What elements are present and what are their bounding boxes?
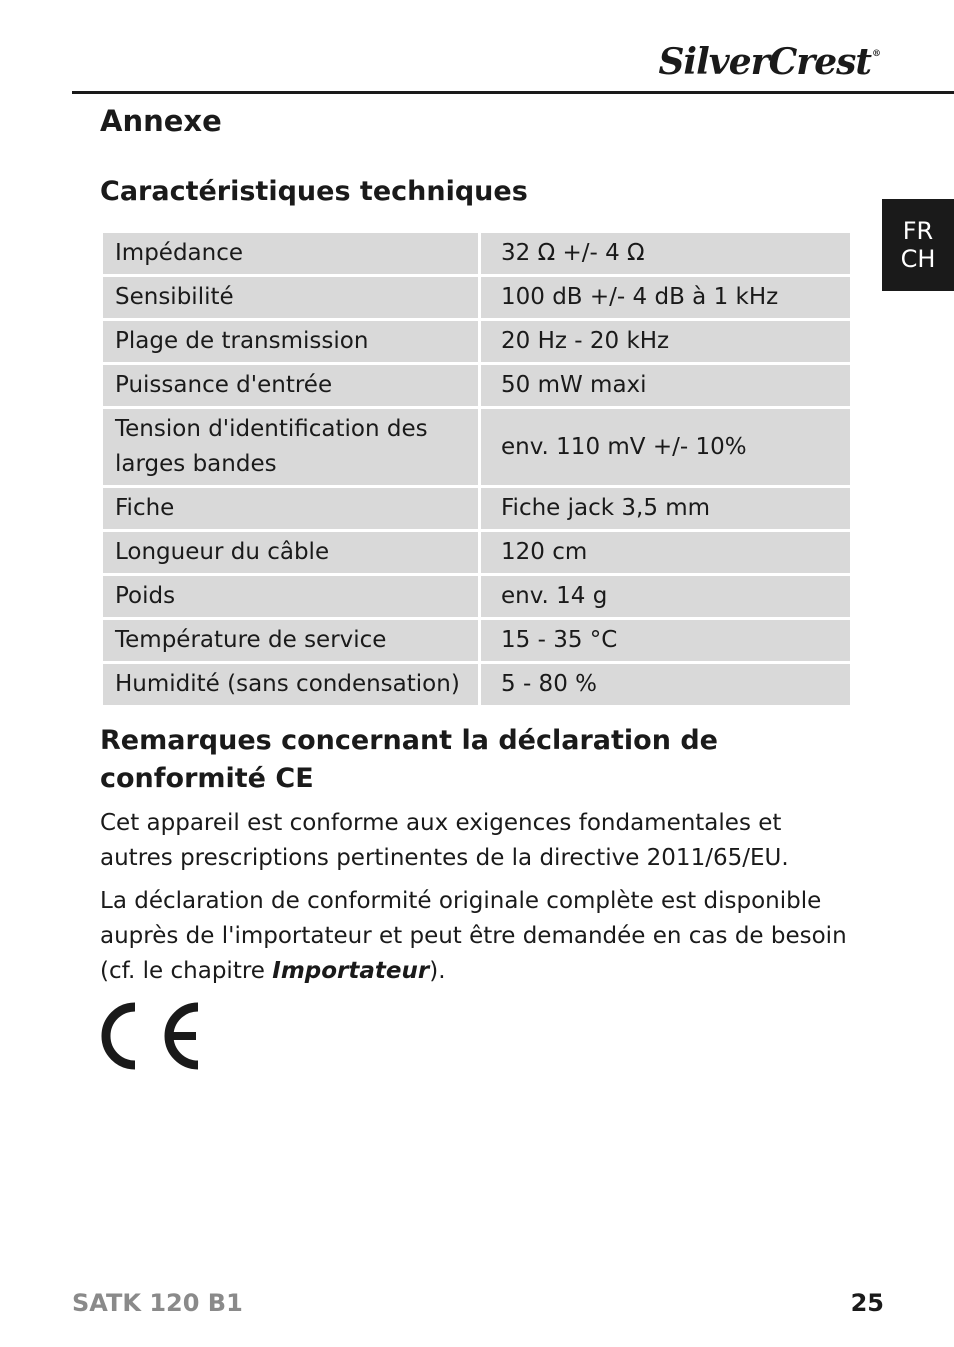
importer-chapter-ref: Importateur	[272, 958, 430, 984]
spec-value: 50 mW maxi	[480, 364, 852, 408]
table-row	[102, 575, 852, 619]
ce-paragraph-2-text: La déclaration de conformité originale complète est disponible auprès de l'importateur et peut être demandée en cas de besoin (cf. le chapitre	[100, 888, 847, 984]
spec-label: Tension d'identification des larges bandes	[102, 408, 480, 487]
table-row	[102, 487, 852, 531]
table-row	[102, 364, 852, 408]
spec-value: 15 - 35 °C	[480, 619, 852, 663]
spec-label: Plage de transmission	[102, 320, 480, 364]
spec-value: env. 110 mV +/- 10%	[480, 408, 852, 487]
spec-value: env. 14 g	[480, 575, 852, 619]
brand-name: SilverCrest	[658, 41, 871, 83]
ce-paragraph-2	[100, 884, 860, 989]
spec-label: Poids	[102, 575, 480, 619]
spec-value: 32 Ω +/- 4 Ω	[480, 232, 852, 276]
spec-label: Fiche	[102, 487, 480, 531]
table-row	[102, 531, 852, 575]
language-code-ch: CH	[900, 245, 936, 273]
spec-label: Longueur du câble	[102, 531, 480, 575]
spec-value: 5 - 80 %	[480, 663, 852, 707]
table-row	[102, 619, 852, 663]
footer-model: SATK 120 B1	[72, 1289, 243, 1317]
header-rule	[72, 91, 954, 94]
specs-table	[100, 230, 853, 708]
registered-mark: ®	[872, 49, 880, 59]
spec-label: Température de service	[102, 619, 480, 663]
spec-label: Puissance d'entrée	[102, 364, 480, 408]
language-code-fr: FR	[902, 217, 934, 245]
spec-value: 20 Hz - 20 kHz	[480, 320, 852, 364]
table-row	[102, 276, 852, 320]
ce-paragraph-1: Cet appareil est conforme aux exigences fondamentales et autres prescriptions pertinentes de la directive 2011/65/EU.	[100, 810, 789, 871]
page-number: 25	[850, 1289, 884, 1317]
spec-value: 120 cm	[480, 531, 852, 575]
ce-heading: Remarques concernant la déclaration de conformité CE	[100, 725, 718, 794]
spec-label: Sensibilité	[102, 276, 480, 320]
ce-paragraph-2-end: ).	[429, 958, 446, 984]
spec-value: Fiche jack 3,5 mm	[480, 487, 852, 531]
table-row	[102, 320, 852, 364]
table-row	[102, 663, 852, 707]
language-tab	[882, 199, 954, 291]
specs-heading: Caractéristiques techniques	[100, 176, 528, 207]
section-title: Annexe	[100, 104, 222, 138]
brand-logo	[658, 41, 880, 83]
spec-label: Impédance	[102, 232, 480, 276]
table-row	[102, 408, 852, 487]
spec-value: 100 dB +/- 4 dB à 1 kHz	[480, 276, 852, 320]
spec-label: Humidité (sans condensation)	[102, 663, 480, 707]
table-row	[102, 232, 852, 276]
ce-mark-icon	[98, 999, 202, 1073]
